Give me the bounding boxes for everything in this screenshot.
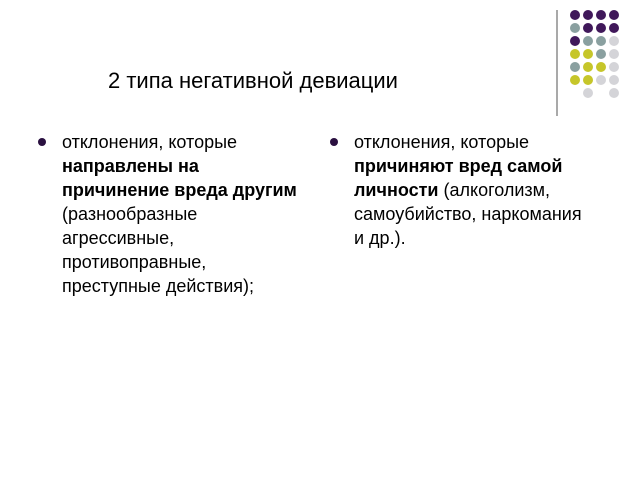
decorative-dot [609,10,619,20]
decorative-dot [596,36,606,46]
right-intro-text: отклонения, которые [354,132,530,152]
decorative-dot [570,62,580,72]
bullet-dot-icon [38,138,46,146]
decorative-dot [609,49,619,59]
left-bullet-item [38,130,308,298]
decorative-dot [583,75,593,85]
left-rest-text: (разнообразные агрессивные, противоправные, преступные действия); [62,204,255,296]
decorative-dot-grid [568,8,632,108]
decorative-dot [570,75,580,85]
right-bold-text: причиняют вред самой личности [354,156,563,200]
decorative-dot [583,62,593,72]
decorative-dot [609,88,619,98]
decorative-dot [596,75,606,85]
decorative-dot [583,49,593,59]
decorative-dot [570,36,580,46]
decorative-dot [583,36,593,46]
decorative-dot [570,49,580,59]
decorative-dot [583,10,593,20]
decorative-dot [596,10,606,20]
decorative-dot [609,36,619,46]
decorative-dot [596,62,606,72]
vertical-divider [556,10,558,116]
left-intro-text: отклонения, которые [62,132,238,152]
decorative-dot [609,23,619,33]
decorative-dot [583,88,593,98]
right-bullet-item [330,130,590,250]
left-bullet-text [62,130,308,298]
bullet-dot-icon [330,138,338,146]
decorative-dot [570,23,580,33]
left-bold-text: направлены на причинение вреда другим [62,156,297,200]
decorative-dot [596,49,606,59]
decorative-dot [570,10,580,20]
decorative-dot [583,23,593,33]
decorative-dot [596,23,606,33]
decorative-dot [609,62,619,72]
right-bullet-text [354,130,590,250]
right-rest-text: (алкоголизм, самоубийство, наркомания и др.). [354,180,582,248]
decorative-dot [609,75,619,85]
slide-title: 2 типа негативной девиации [108,68,398,93]
